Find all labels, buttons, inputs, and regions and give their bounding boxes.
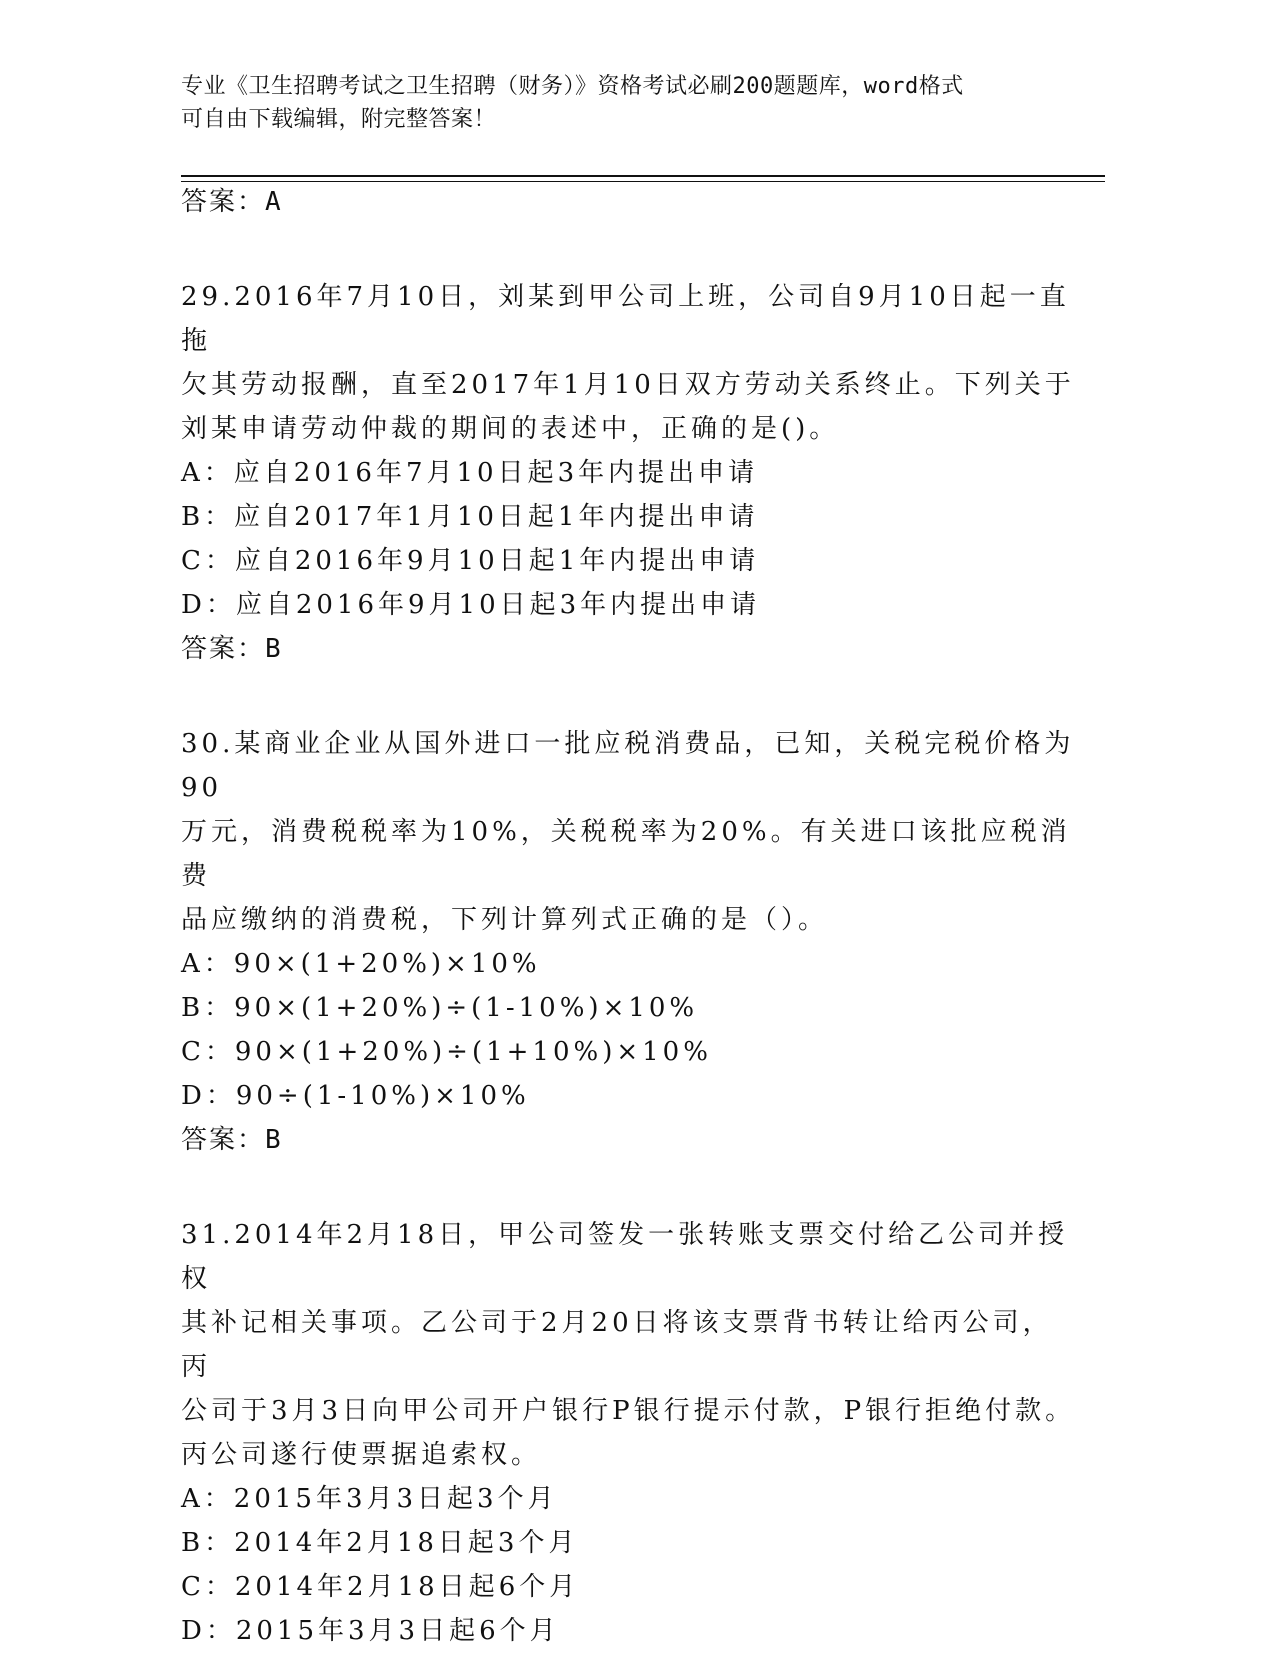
option-b: B：2014年2月18日起3个月: [181, 1528, 579, 1558]
option-c: C：90×(1+20%)÷(1+10%)×10%: [181, 1037, 712, 1067]
question-line: 刘某申请劳动仲裁的期间的表述中，正确的是()。: [181, 414, 840, 444]
option-d: D：应自2016年9月10日起3年内提出申请: [181, 590, 761, 620]
question-line: 公司于3月3日向甲公司开户银行P银行提示付款，P银行拒绝付款。: [181, 1396, 1076, 1426]
option-d: D：2015年3月3日起6个月: [181, 1616, 560, 1646]
header-line-2: 可自由下载编辑，附完整答案！: [181, 107, 497, 132]
question-block: [181, 1213, 1081, 1653]
question-line: 29.2016年7月10日，刘某到甲公司上班，公司自9月10日起一直拖: [181, 282, 1070, 356]
option-d: D：90÷(1-10%)×10%: [181, 1081, 530, 1111]
question-line: 欠其劳动报酬，直至2017年1月10日双方劳动关系终止。下列关于: [181, 370, 1075, 400]
question-line: 30.某商业企业从国外进口一批应税消费品，已知，关税完税价格为90: [181, 729, 1075, 803]
document-body: [181, 180, 1081, 1653]
option-c: C：2014年2月18日起6个月: [181, 1572, 580, 1602]
question-line: 品应缴纳的消费税，下列计算列式正确的是（）。: [181, 905, 829, 935]
question-line: 31.2014年2月18日，甲公司签发一张转账支票交付给乙公司并授权: [181, 1220, 1069, 1294]
question-block: [181, 275, 1081, 671]
option-a: A：应自2016年7月10日起3年内提出申请: [181, 458, 759, 488]
answer-label: 答案：B: [181, 634, 283, 664]
spacer: [181, 224, 1081, 275]
answer-label: 答案：B: [181, 1125, 283, 1155]
spacer: [181, 1162, 1081, 1213]
spacer: [181, 671, 1081, 722]
question-line: 其补记相关事项。乙公司于2月20日将该支票背书转让给丙公司，丙: [181, 1308, 1053, 1382]
question-block: [181, 722, 1081, 1162]
option-b: B：90×(1+20%)÷(1-10%)×10%: [181, 993, 699, 1023]
question-line: 万元，消费税税率为10%，关税税率为20%。有关进口该批应税消费: [181, 817, 1071, 891]
document-header: [181, 70, 1061, 136]
header-divider-thick: [181, 175, 1105, 177]
option-a: A：2015年3月3日起3个月: [181, 1484, 558, 1514]
header-line-1: 专业《卫生招聘考试之卫生招聘（财务）》资格考试必刷200题题库，word格式: [181, 74, 964, 99]
option-a: A：90×(1+20%)×10%: [181, 949, 541, 979]
answer-label: 答案：A: [181, 187, 283, 217]
option-b: B：应自2017年1月10日起1年内提出申请: [181, 502, 759, 532]
option-c: C：应自2016年9月10日起1年内提出申请: [181, 546, 760, 576]
question-line: 丙公司遂行使票据追索权。: [181, 1440, 542, 1470]
